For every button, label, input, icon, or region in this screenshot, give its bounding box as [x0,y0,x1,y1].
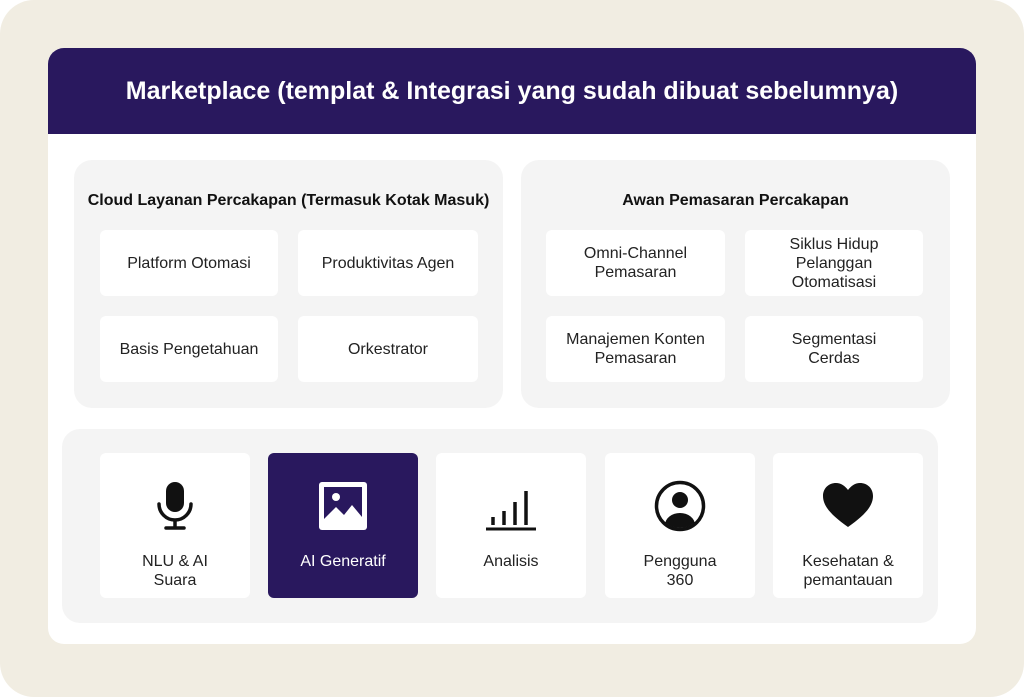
feature-generative-ai[interactable] [268,453,418,598]
feature-user-360[interactable] [605,453,755,598]
tile-produktivitas-agen[interactable]: Produktivitas Agen [298,230,478,296]
bar-chart-icon [484,479,538,533]
tile-segmentasi-cerdas[interactable]: Segmentasi Cerdas [745,316,923,382]
feature-label: Analisis [483,553,539,570]
service-cloud-title: Cloud Layanan Percakapan (Termasuk Kotak Masuk) [87,192,490,209]
feature-nlu-voice[interactable] [100,453,250,598]
marketing-cloud-title: Awan Pemasaran Percakapan [622,192,849,209]
tile-omni-channel[interactable]: Omni-Channel Pemasaran [546,230,725,296]
tile-orkestrator[interactable]: Orkestrator [298,316,478,382]
heart-icon [821,479,875,533]
feature-analytics[interactable] [436,453,586,598]
marketplace-card [48,48,976,644]
service-cloud-panel [74,160,503,408]
feature-health-monitoring[interactable] [773,453,923,598]
marketing-cloud-panel [521,160,950,408]
marketplace-title: Marketplace (templat & Integrasi yang sudah dibuat sebelumnya) [125,76,899,105]
microphone-icon [148,479,202,533]
image-icon [316,479,370,533]
feature-label: Pengguna 360 [643,553,717,589]
tile-manajemen-konten[interactable]: Manajemen Konten Pemasaran [546,316,725,382]
feature-label: AI Generatif [300,553,386,570]
feature-label: Kesehatan & pemantauan [802,553,894,589]
tile-siklus-hidup[interactable]: Siklus Hidup Pelanggan Otomatisasi [745,230,923,296]
marketplace-header [48,48,976,134]
tile-basis-pengetahuan[interactable]: Basis Pengetahuan [100,316,278,382]
user-circle-icon [653,479,707,533]
tile-platform-otomasi[interactable]: Platform Otomasi [100,230,278,296]
feature-label: NLU & AI Suara [142,553,208,589]
features-panel [62,429,938,623]
